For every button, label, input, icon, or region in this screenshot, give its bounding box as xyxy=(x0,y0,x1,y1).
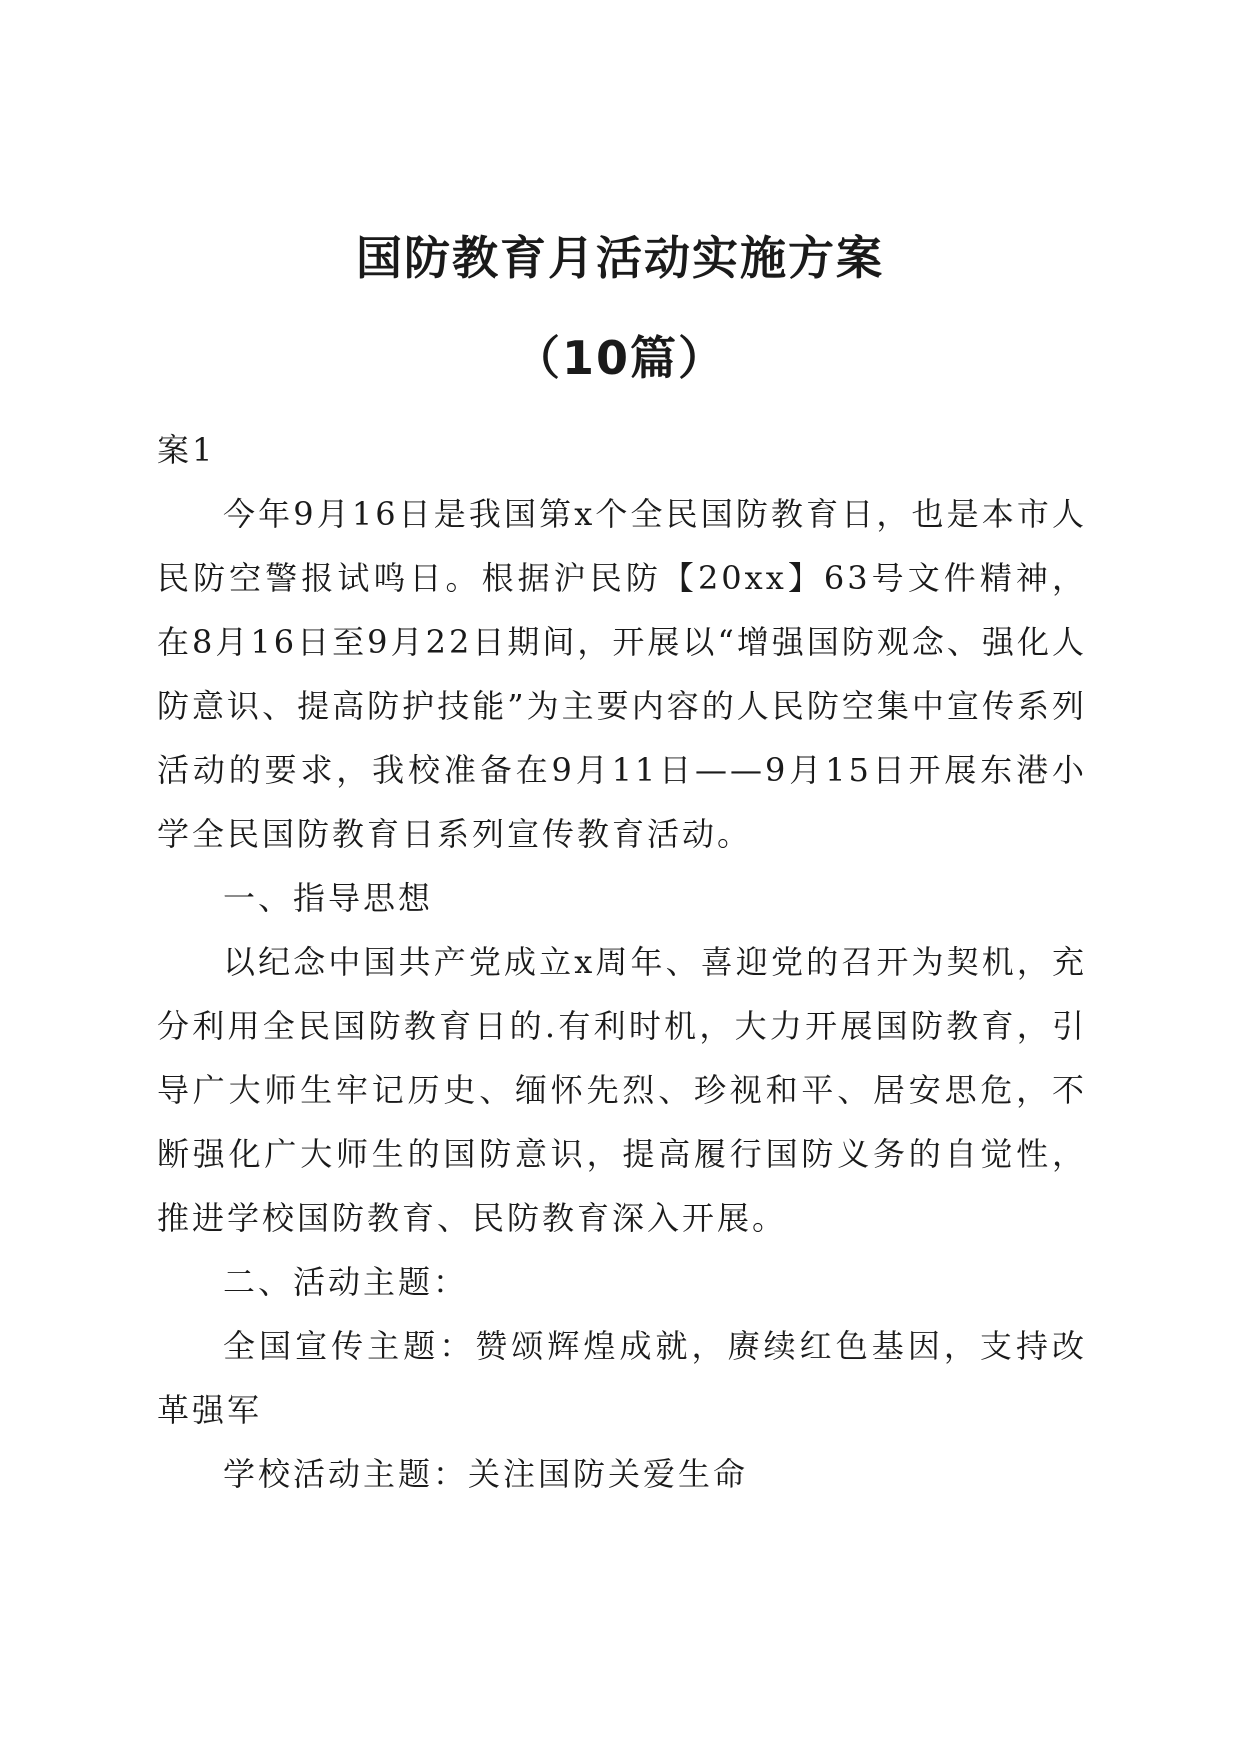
paragraph-intro: 今年9月16日是我国第x个全民国防教育日，也是本市人民防空警报试鸣日。根据沪民防【20xx】63号文件精神，在8月16日至9月22日期间，开展以“增强国防观念、强化人防意识、提高防护技能”为主要内容的人民防空集中宣传系列活动的要求，我校准备在9月11日——9月15日开展东港小学全民国防教育日系列宣传教育活动。 xyxy=(157,495,1087,853)
paragraph-guiding-ideology: 以纪念中国共产党成立x周年、喜迎党的召开为契机，充分利用全民国防教育日的.有利时机，大力开展国防教育，引导广大师生牢记历史、缅怀先烈、珍视和平、居安思危，不断强化广大师生的国防意识，提高履行国防义务的自觉性，推进学校国防教育、民防教育深入开展。 xyxy=(157,943,1087,1237)
document-body xyxy=(157,418,1087,1506)
document-title: 国防教育月活动实施方案 xyxy=(356,231,884,285)
paragraph-school-theme: 学校活动主题：关注国防关爱生命 xyxy=(223,1455,749,1493)
document-subtitle: （10篇） xyxy=(513,331,726,385)
section-label: 案1 xyxy=(157,431,216,469)
paragraph-national-theme: 全国宣传主题：赞颂辉煌成就，赓续红色基因，支持改革强军 xyxy=(157,1327,1087,1429)
heading-guiding-ideology: 一、指导思想 xyxy=(223,879,434,917)
heading-activity-theme: 二、活动主题： xyxy=(223,1263,469,1301)
